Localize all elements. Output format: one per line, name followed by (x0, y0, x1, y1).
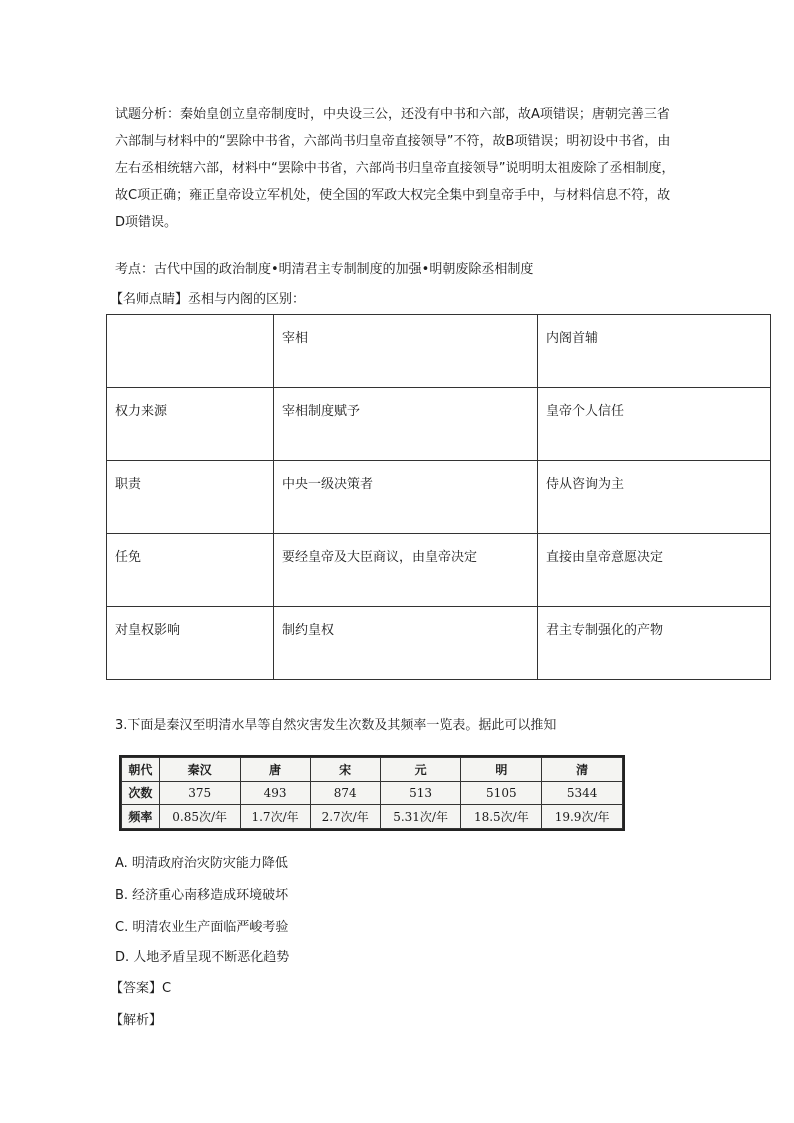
table-cell: 频率 (122, 805, 160, 829)
table-cell: 874 (310, 781, 380, 805)
table-header-cell: 清 (542, 758, 623, 782)
table-row (107, 388, 771, 461)
table-cell: 君主专制强化的产物 (538, 607, 771, 680)
table-row (107, 315, 771, 388)
table-cell: 18.5次/年 (461, 805, 542, 829)
disaster-table (121, 757, 623, 829)
table-cell: 宰相制度赋予 (274, 388, 538, 461)
table-cell: 对皇权影响 (107, 607, 274, 680)
table-cell: 职责 (107, 461, 274, 534)
table-cell: 5105 (461, 781, 542, 805)
table-cell: 权力来源 (107, 388, 274, 461)
table-cell: 2.7次/年 (310, 805, 380, 829)
table-cell: 1.7次/年 (240, 805, 310, 829)
table-cell: 513 (380, 781, 461, 805)
table-cell: 5.31次/年 (380, 805, 461, 829)
answer-line: 【答案】C (110, 981, 172, 996)
table-row (122, 758, 623, 782)
table-header-cell: 秦汉 (159, 758, 240, 782)
table-cell: 侍从咨询为主 (538, 461, 771, 534)
analysis-label: 【解析】 (110, 1013, 163, 1028)
kaodian-line: 考点：古代中国的政治制度•明清君主专制制度的加强•明朝废除丞相制度 (115, 262, 534, 277)
table-header-cell: 内阁首辅 (538, 315, 771, 388)
table-header-cell: 元 (380, 758, 461, 782)
analysis-paragraph: 试题分析：秦始皇创立皇帝制度时，中央设三公，还没有中书和六部，故A项错误；唐朝完善三省六部制与材料中的“罢除中书省，六部尚书归皇帝直接领导”不符，故B项错误；明初设中书省，由左右丞相统辖六部，材料中“罢除中书省，六部尚书归皇帝直接领导”说明明太祖废除了丞相制度，故C项正确；雍正皇帝设立军机处，使全国的军政大权完全集中到皇帝手中，与材料信息不符，故D项错误。 (115, 107, 675, 230)
table-cell: 制约皇权 (274, 607, 538, 680)
table-row (107, 461, 771, 534)
table-header-cell: 朝代 (122, 758, 160, 782)
table-cell: 375 (159, 781, 240, 805)
table-cell: 中央一级决策者 (274, 461, 538, 534)
table-header-cell: 明 (461, 758, 542, 782)
table-row (107, 534, 771, 607)
table-cell: 493 (240, 781, 310, 805)
table-cell: 要经皇帝及大臣商议，由皇帝决定 (274, 534, 538, 607)
teacher-note-title: 【名师点睛】丞相与内阁的区别： (110, 292, 306, 307)
table-row (107, 607, 771, 680)
table-cell: 皇帝个人信任 (538, 388, 771, 461)
table-cell: 任免 (107, 534, 274, 607)
table-header-cell: 宰相 (274, 315, 538, 388)
table-cell: 次数 (122, 781, 160, 805)
option-c: C. 明清农业生产面临严峻考验 (115, 920, 289, 935)
question-stem: 3.下面是秦汉至明清水旱等自然灾害发生次数及其频率一览表。据此可以推知 (115, 718, 557, 733)
table-cell: 直接由皇帝意愿决定 (538, 534, 771, 607)
table-cell: 19.9次/年 (542, 805, 623, 829)
table-row (122, 781, 623, 805)
table-cell (107, 315, 274, 388)
table-row (122, 805, 623, 829)
table-header-cell: 宋 (310, 758, 380, 782)
option-a: A. 明清政府治灾防灾能力降低 (115, 856, 288, 871)
table-cell: 0.85次/年 (159, 805, 240, 829)
option-d: D. 人地矛盾呈现不断恶化趋势 (115, 950, 290, 965)
comparison-table (106, 314, 771, 680)
option-b: B. 经济重心南移造成环境破坏 (115, 888, 289, 903)
disaster-table-image (119, 755, 625, 831)
table-header-cell: 唐 (240, 758, 310, 782)
table-cell: 5344 (542, 781, 623, 805)
